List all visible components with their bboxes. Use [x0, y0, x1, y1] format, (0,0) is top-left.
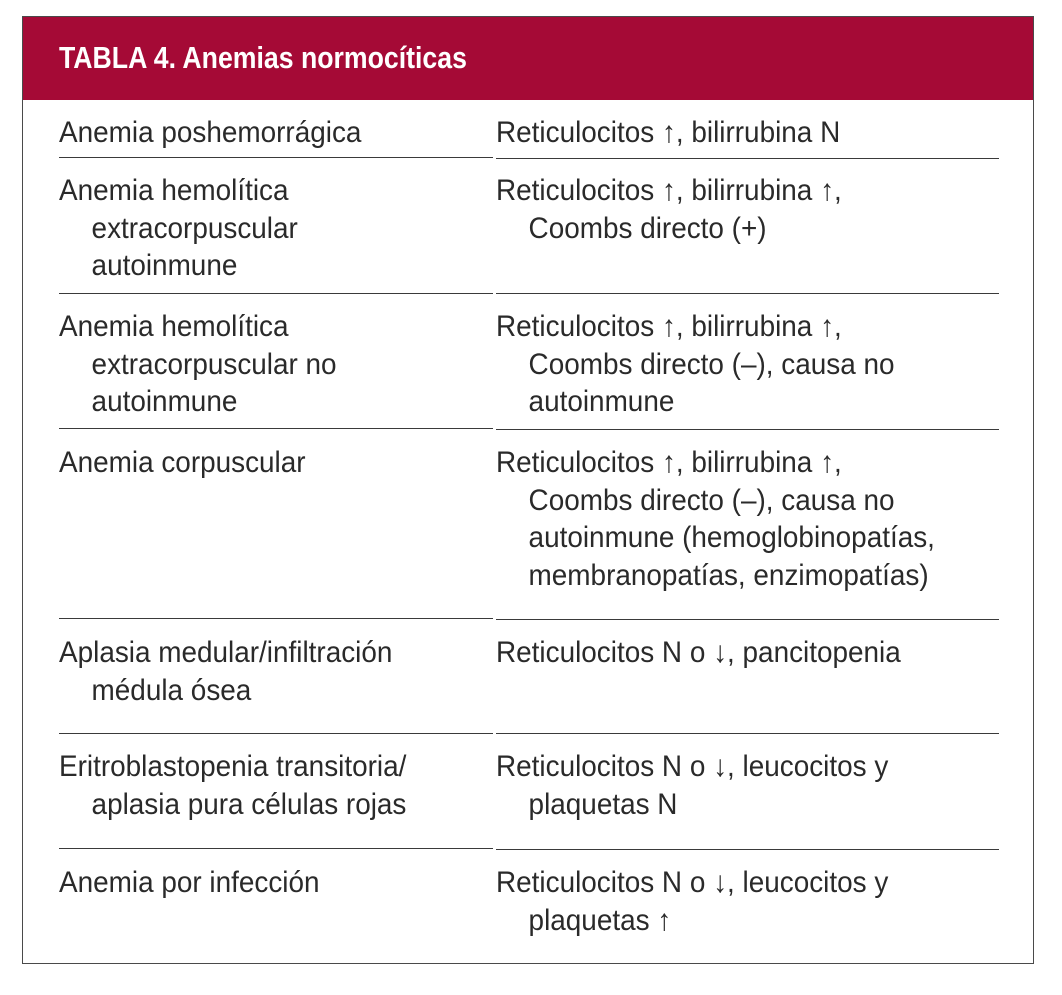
anemia-type: Anemia corpuscular: [59, 446, 306, 479]
lab-findings: Reticulocitos ↑, bilirrubina ↑, Coombs directo (–), causa no autoinmune (hemoglobinopatías, membranopatías, enzimopatías): [496, 446, 935, 592]
lab-findings: Reticulocitos N o ↓, pancitopenia: [496, 636, 901, 669]
table-header: [23, 17, 1033, 100]
lab-findings: Reticulocitos N o ↓, leucocitos y plaquetas ↑: [496, 866, 889, 937]
row-divider: [496, 619, 999, 620]
table-title: TABLA 4. Anemias normocíticas: [59, 40, 467, 75]
row-divider: [59, 157, 493, 158]
anemia-type: Anemia hemolítica extracorpuscular autoinmune: [59, 174, 298, 282]
row-divider: [59, 428, 493, 429]
anemia-type: Anemia hemolítica extracorpuscular no autoinmune: [59, 310, 337, 418]
row-divider: [496, 733, 999, 734]
lab-findings: Reticulocitos ↑, bilirrubina ↑, Coombs directo (–), causa no autoinmune: [496, 310, 895, 418]
row-divider: [496, 158, 999, 159]
row-divider: [59, 618, 493, 619]
lab-findings: Reticulocitos ↑, bilirrubina ↑, Coombs directo (+): [496, 174, 842, 245]
row-divider: [496, 293, 999, 294]
row-divider: [496, 429, 999, 430]
row-divider: [59, 293, 493, 294]
anemia-table: [22, 16, 1034, 964]
row-divider: [59, 848, 493, 849]
row-divider: [59, 733, 493, 734]
row-divider: [496, 849, 999, 850]
lab-findings: Reticulocitos N o ↓, leucocitos y plaquetas N: [496, 750, 889, 821]
anemia-type: Anemia poshemorrágica: [59, 116, 362, 149]
anemia-type: Eritroblastopenia transitoria/ aplasia pura células rojas: [59, 750, 407, 821]
anemia-type: Aplasia medular/infiltración médula ósea: [59, 636, 393, 707]
anemia-type: Anemia por infección: [59, 866, 320, 899]
lab-findings: Reticulocitos ↑, bilirrubina N: [496, 116, 841, 149]
